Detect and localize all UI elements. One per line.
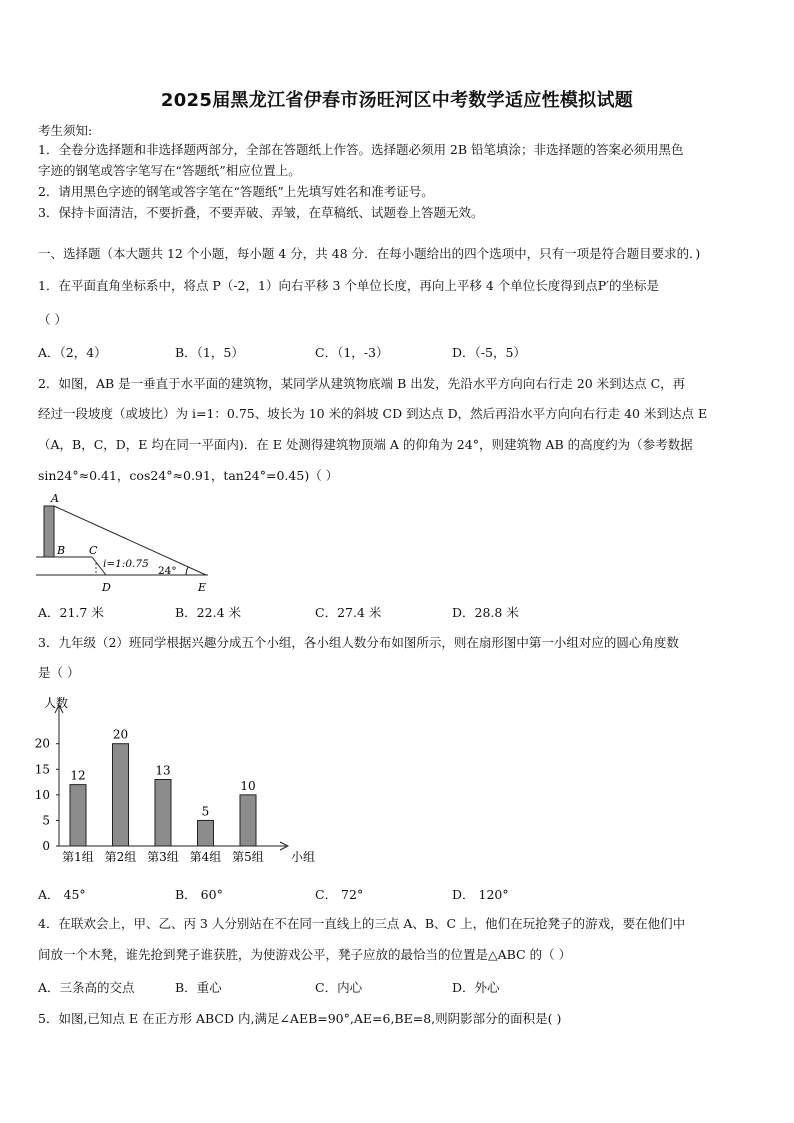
bar-5	[240, 795, 256, 846]
q4-option-b: B．重心	[175, 980, 222, 995]
bar-3	[155, 780, 171, 846]
q3-option-b: B． 60°	[175, 887, 223, 902]
bar-value-label: 10	[240, 778, 256, 793]
q1-option-d: D．（-5，5）	[452, 345, 526, 360]
q4-option-c: C．内心	[315, 980, 363, 995]
bar-value-label: 5	[201, 804, 210, 819]
q3-line-2: 是（ ）	[38, 665, 80, 680]
q1-option-c: C．（1，-3）	[315, 345, 389, 360]
q3-bar-chart	[30, 693, 330, 873]
notice-item-2: 2．请用黑色字迹的钢笔或答字笔在“答题纸”上先填写姓名和准考证号。	[38, 184, 434, 199]
q2-line-3: （A，B，C，D，E 均在同一平面内)．在 E 处测得建筑物顶端 A 的仰角为 24°，则建筑物 AB 的高度约为（参考数据	[38, 437, 693, 452]
label-d: D	[102, 581, 111, 594]
x-tick-label: 第2组	[104, 850, 137, 864]
q2-figure	[36, 490, 216, 596]
notice-heading: 考生须知:	[38, 123, 93, 138]
bar-4	[198, 820, 214, 846]
bar-value-label: 13	[155, 763, 171, 778]
q2-line-4: sin24°≈0.41，cos24°≈0.91，tan24°=0.45)（ ）	[38, 468, 339, 483]
bar-value-label: 20	[112, 727, 129, 742]
y-tick-label: 10	[34, 787, 50, 802]
q2-option-b: B．22.4 米	[175, 605, 241, 620]
label-c: C	[89, 544, 98, 557]
bar-value-label: 12	[70, 768, 86, 783]
q3-option-d: D． 120°	[452, 887, 509, 902]
section-heading: 一、选择题（本大题共 12 个小题，每小题 4 分，共 48 分．在每小题给出的四个选项中，只有一项是符合题目要求的．)	[38, 246, 701, 261]
q1-option-a: A．（2，4）	[38, 345, 107, 360]
x-tick-label: 第3组	[147, 850, 179, 864]
q4-line-1: 4．在联欢会上，甲、乙、丙 3 人分别站在不在同一直线上的三点 A、B、C 上，他们在玩抢凳子的游戏，要在他们中	[38, 916, 686, 931]
label-e: E	[198, 581, 207, 594]
q3-option-a: A． 45°	[38, 887, 86, 902]
q1-stem: 1．在平面直角坐标系中，将点 P（-2，1）向右平移 3 个单位长度，再向上平移 4 个单位长度得到点P′的坐标是	[38, 278, 660, 293]
q1-paren: （ ）	[38, 312, 67, 327]
label-a: A	[51, 492, 59, 505]
y-ticks	[35, 737, 59, 853]
q1-option-b: B．（1，5）	[175, 345, 244, 360]
angle-label: 24°	[158, 565, 177, 577]
q2-option-d: D．28.8 米	[452, 605, 519, 620]
x-tick-label: 第1组	[62, 850, 94, 864]
q3-option-c: C． 72°	[315, 887, 364, 902]
q2-line-2: 经过一段坡度（或坡比）为 i=1：0.75、坡长为 10 米的斜坡 CD 到达点 D，然后再沿水平方向向右行走 40 米到达点 E	[38, 406, 708, 421]
y-tick-label: 5	[42, 813, 50, 828]
bar-1	[70, 785, 86, 846]
q4-option-d: D．外心	[452, 980, 500, 995]
q5-stem: 5．如图,已知点 E 在正方形 ABCD 内,满足∠AEB=90°,AE=6,BE=8,则阴影部分的面积是( )	[38, 1011, 562, 1026]
y-axis-label: 人数	[44, 696, 69, 710]
slope-label: i=1:0.75	[103, 558, 149, 570]
q2-line-1: 2．如图，AB 是一垂直于水平面的建筑物，某同学从建筑物底端 B 出发，先沿水平方向向右行走 20 米到达点 C，再	[38, 376, 686, 391]
y-tick-label: 20	[34, 736, 50, 751]
q4-line-2: 间放一个木凳，谁先抢到凳子谁获胜，为使游戏公平，凳子应放的最恰当的位置是△ABC 的（ ）	[38, 947, 572, 962]
x-tick-labels	[62, 850, 264, 864]
bars	[70, 728, 256, 846]
label-b: B	[57, 544, 66, 557]
q3-line-1: 3．九年级（2）班同学根据兴趣分成五个小组，各小组人数分布如图所示，则在扇形图中第一小组对应的圆心角度数	[38, 635, 679, 650]
notice-item-3: 3．保持卡面清洁，不要折叠，不要弄破、弄皱，在草稿纸、试题卷上答题无效。	[38, 205, 484, 220]
q2-option-c: C．27.4 米	[315, 605, 382, 620]
building-ab	[44, 506, 54, 557]
x-axis-label: 小组	[291, 850, 316, 864]
notice-item-1b: 字迹的钢笔或答字笔写在“答题纸”相应位置上。	[38, 163, 301, 178]
notice-item-1a: 1．全卷分选择题和非选择题两部分，全部在答题纸上作答。选择题必须用 2B 铅笔填涂；非选择题的答案必须用黑色	[38, 142, 684, 157]
q2-option-a: A．21.7 米	[38, 605, 104, 620]
page-title: 2025届黑龙江省伊春市汤旺河区中考数学适应性模拟试题	[160, 90, 634, 111]
q4-option-a: A．三条高的交点	[38, 980, 135, 995]
x-tick-label: 第4组	[189, 850, 222, 864]
x-tick-label: 第5组	[232, 850, 264, 864]
bar-2	[113, 744, 129, 846]
y-tick-label: 15	[34, 762, 50, 777]
y-tick-label: 0	[42, 839, 50, 853]
